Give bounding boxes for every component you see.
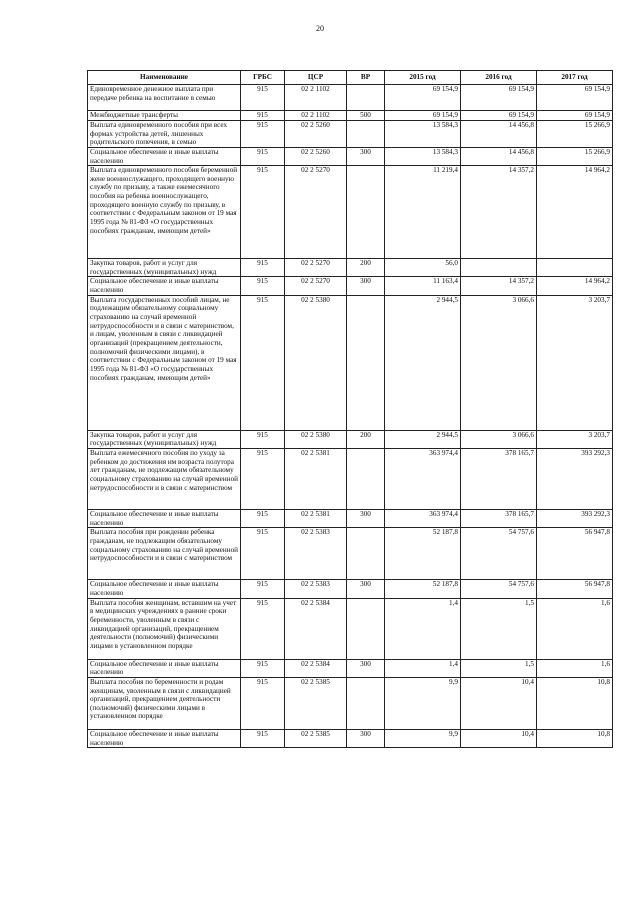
table-row: [88, 111, 613, 121]
table-row: [88, 121, 613, 148]
cell-2016: 14 357,2: [461, 166, 537, 259]
cell-vr: 300: [347, 147, 385, 165]
cell-name: Выплата пособия при рождении ребенка гражданам, не подлежащим обязательному социальному страхованию на случай временной нетрудоспособности и в связи с материнством: [88, 528, 241, 580]
cell-2015: 11 219,4: [385, 166, 461, 259]
cell-grbs: 915: [241, 659, 285, 677]
cell-grbs: 915: [241, 111, 285, 121]
cell-name: Закупка товаров, работ и услуг для государственных (муниципальных) нужд: [88, 430, 241, 448]
header-name: Наименование: [88, 71, 241, 85]
cell-csr: 02 2 5270: [285, 166, 347, 259]
cell-2015: 13 584,3: [385, 121, 461, 148]
cell-2017: [537, 259, 613, 277]
cell-grbs: 915: [241, 277, 285, 295]
cell-grbs: 915: [241, 147, 285, 165]
header-2016: 2016 год: [461, 71, 537, 85]
cell-vr: [347, 449, 385, 510]
cell-2015: 56,0: [385, 259, 461, 277]
cell-2016: 14 456,8: [461, 147, 537, 165]
cell-csr: 02 2 5381: [285, 510, 347, 528]
cell-2015: 52 187,8: [385, 528, 461, 580]
page-number: 20: [316, 24, 324, 33]
cell-2015: 69 154,9: [385, 111, 461, 121]
cell-csr: 02 2 5383: [285, 528, 347, 580]
table-row: [88, 580, 613, 598]
table-row: [88, 598, 613, 659]
cell-grbs: 915: [241, 598, 285, 659]
cell-csr: 02 2 5260: [285, 121, 347, 148]
cell-2017: 15 266,9: [537, 147, 613, 165]
cell-2017: 10,8: [537, 677, 613, 729]
cell-name: Выплата пособия женщинам, вставшим на учет в медицинских учреждениях в ранние сроки беременности, уволенным в связи с ликвидацией организаций, прекращением деятельности (полномочий) физическими лицами в установленном порядке: [88, 598, 241, 659]
cell-csr: 02 2 5384: [285, 598, 347, 659]
cell-2017: 393 292,3: [537, 449, 613, 510]
cell-name: Социальное обеспечение и иные выплаты населению: [88, 277, 241, 295]
cell-vr: [347, 85, 385, 111]
cell-vr: 300: [347, 729, 385, 747]
cell-2016: 378 165,7: [461, 449, 537, 510]
cell-2017: 69 154,9: [537, 85, 613, 111]
cell-2017: 69 154,9: [537, 111, 613, 121]
cell-grbs: 915: [241, 729, 285, 747]
cell-2015: 69 154,9: [385, 85, 461, 111]
cell-2015: 9,9: [385, 677, 461, 729]
cell-name: Межбюджетные трансферты: [88, 111, 241, 121]
cell-name: Социальное обеспечение и иные выплаты населению: [88, 580, 241, 598]
cell-2016: 14 357,2: [461, 277, 537, 295]
table-row: [88, 430, 613, 448]
cell-vr: 300: [347, 659, 385, 677]
cell-csr: 02 2 5270: [285, 259, 347, 277]
cell-2016: 10,4: [461, 729, 537, 747]
cell-2017: 10,8: [537, 729, 613, 747]
cell-vr: 300: [347, 277, 385, 295]
cell-2016: 54 757,6: [461, 528, 537, 580]
table-row: [88, 259, 613, 277]
cell-grbs: 915: [241, 510, 285, 528]
cell-vr: [347, 121, 385, 148]
table-row: [88, 677, 613, 729]
cell-csr: 02 2 5380: [285, 430, 347, 448]
cell-2017: 393 292,3: [537, 510, 613, 528]
cell-vr: 200: [347, 259, 385, 277]
cell-name: Выплата единовременного пособия беременной жене военнослужащего, проходящего военную службу по призыву, а также ежемесячного пособия на ребенка военнослужащего, проходящего военную службу по призыву, в соответствии с Федеральным законом от 19 мая 1995 года № 81-ФЗ «О государственных пособиях гражданам, имеющим детей»: [88, 166, 241, 259]
cell-2016: 1,5: [461, 598, 537, 659]
cell-2015: 9,9: [385, 729, 461, 747]
cell-grbs: 915: [241, 166, 285, 259]
cell-2015: 1,4: [385, 659, 461, 677]
cell-name: Социальное обеспечение и иные выплаты населению: [88, 147, 241, 165]
cell-2017: 3 203,7: [537, 295, 613, 430]
table-row: [88, 295, 613, 430]
table-row: [88, 449, 613, 510]
cell-2017: 14 964,2: [537, 277, 613, 295]
table-row: [88, 510, 613, 528]
cell-csr: 02 2 5385: [285, 677, 347, 729]
cell-2015: 52 187,8: [385, 580, 461, 598]
cell-2017: 56 947,8: [537, 580, 613, 598]
header-vr: ВР: [347, 71, 385, 85]
cell-2017: 1,6: [537, 659, 613, 677]
cell-2016: 14 456,8: [461, 121, 537, 148]
cell-2015: 363 974,4: [385, 449, 461, 510]
cell-2016: 10,4: [461, 677, 537, 729]
cell-grbs: 915: [241, 121, 285, 148]
cell-grbs: 915: [241, 85, 285, 111]
table-row: [88, 277, 613, 295]
cell-name: Единовременное денежное выплата при передаче ребенка на воспитание в семью: [88, 85, 241, 111]
cell-vr: [347, 598, 385, 659]
cell-2016: [461, 259, 537, 277]
header-2017: 2017 год: [537, 71, 613, 85]
cell-vr: 200: [347, 430, 385, 448]
cell-csr: 02 2 5380: [285, 295, 347, 430]
cell-csr: 02 2 1102: [285, 85, 347, 111]
cell-name: Выплата государственных пособий лицам, не подлежащим обязательному социальному страхованию на случай временной нетрудоспособности и в связи с материнством, и лицам, уволенным в связи с ликвидацией организаций (прекращением деятельности, полномочий физическими лицами), в соответствии с Федеральным законом от 19 мая 1995 года № 81-ФЗ «О государственных пособиях гражданам, имеющим детей»: [88, 295, 241, 430]
cell-2016: 1,5: [461, 659, 537, 677]
table-row: [88, 147, 613, 165]
cell-2017: 56 947,8: [537, 528, 613, 580]
cell-vr: [347, 528, 385, 580]
cell-2016: 378 165,7: [461, 510, 537, 528]
table-row: [88, 528, 613, 580]
cell-csr: 02 2 1102: [285, 111, 347, 121]
cell-name: Выплата пособия по беременности и родам женщинам, уволенным в связи с ликвидацией организаций, прекращением деятельности (полномочий) физическими лицами в установленном порядке: [88, 677, 241, 729]
cell-name: Социальное обеспечение и иные выплаты населению: [88, 510, 241, 528]
cell-vr: [347, 166, 385, 259]
cell-grbs: 915: [241, 430, 285, 448]
cell-name: Социальное обеспечение и иные выплаты населению: [88, 729, 241, 747]
header-grbs: ГРБС: [241, 71, 285, 85]
header-csr: ЦСР: [285, 71, 347, 85]
cell-vr: [347, 295, 385, 430]
cell-csr: 02 2 5383: [285, 580, 347, 598]
cell-csr: 02 2 5260: [285, 147, 347, 165]
cell-2015: 13 584,3: [385, 147, 461, 165]
cell-grbs: 915: [241, 677, 285, 729]
cell-grbs: 915: [241, 580, 285, 598]
cell-2015: 2 944,5: [385, 430, 461, 448]
cell-grbs: 915: [241, 449, 285, 510]
cell-2015: 11 163,4: [385, 277, 461, 295]
cell-grbs: 915: [241, 259, 285, 277]
cell-vr: [347, 677, 385, 729]
table-body: [88, 85, 613, 748]
table-row: [88, 166, 613, 259]
cell-name: Социальное обеспечение и иные выплаты населению: [88, 659, 241, 677]
table-row: [88, 729, 613, 747]
cell-2016: 3 066,6: [461, 430, 537, 448]
cell-vr: 300: [347, 580, 385, 598]
cell-csr: 02 2 5384: [285, 659, 347, 677]
cell-grbs: 915: [241, 295, 285, 430]
cell-name: Закупка товаров, работ и услуг для государственных (муниципальных) нужд: [88, 259, 241, 277]
cell-csr: 02 2 5385: [285, 729, 347, 747]
cell-2015: 1,4: [385, 598, 461, 659]
table-header-row: [88, 71, 613, 85]
table-row: [88, 659, 613, 677]
cell-2017: 3 203,7: [537, 430, 613, 448]
cell-2016: 54 757,6: [461, 580, 537, 598]
cell-name: Выплата единовременного пособия при всех формах устройства детей, лишенных родительского попечения, в семью: [88, 121, 241, 148]
cell-vr: 300: [347, 510, 385, 528]
cell-2017: 14 964,2: [537, 166, 613, 259]
budget-table: [87, 70, 613, 748]
cell-csr: 02 2 5381: [285, 449, 347, 510]
cell-csr: 02 2 5270: [285, 277, 347, 295]
cell-2016: 69 154,9: [461, 85, 537, 111]
cell-name: Выплата ежемесячного пособия по уходу за ребенком до достижения им возраста полутора лет гражданам, не подлежащим обязательному социальному страхованию на случай временной нетрудоспособности и в связи с материнством: [88, 449, 241, 510]
cell-vr: 500: [347, 111, 385, 121]
table-row: [88, 85, 613, 111]
cell-grbs: 915: [241, 528, 285, 580]
header-2015: 2015 год: [385, 71, 461, 85]
cell-2016: 3 066,6: [461, 295, 537, 430]
cell-2016: 69 154,9: [461, 111, 537, 121]
cell-2017: 1,6: [537, 598, 613, 659]
cell-2017: 15 266,9: [537, 121, 613, 148]
cell-2015: 2 944,5: [385, 295, 461, 430]
cell-2015: 363 974,4: [385, 510, 461, 528]
